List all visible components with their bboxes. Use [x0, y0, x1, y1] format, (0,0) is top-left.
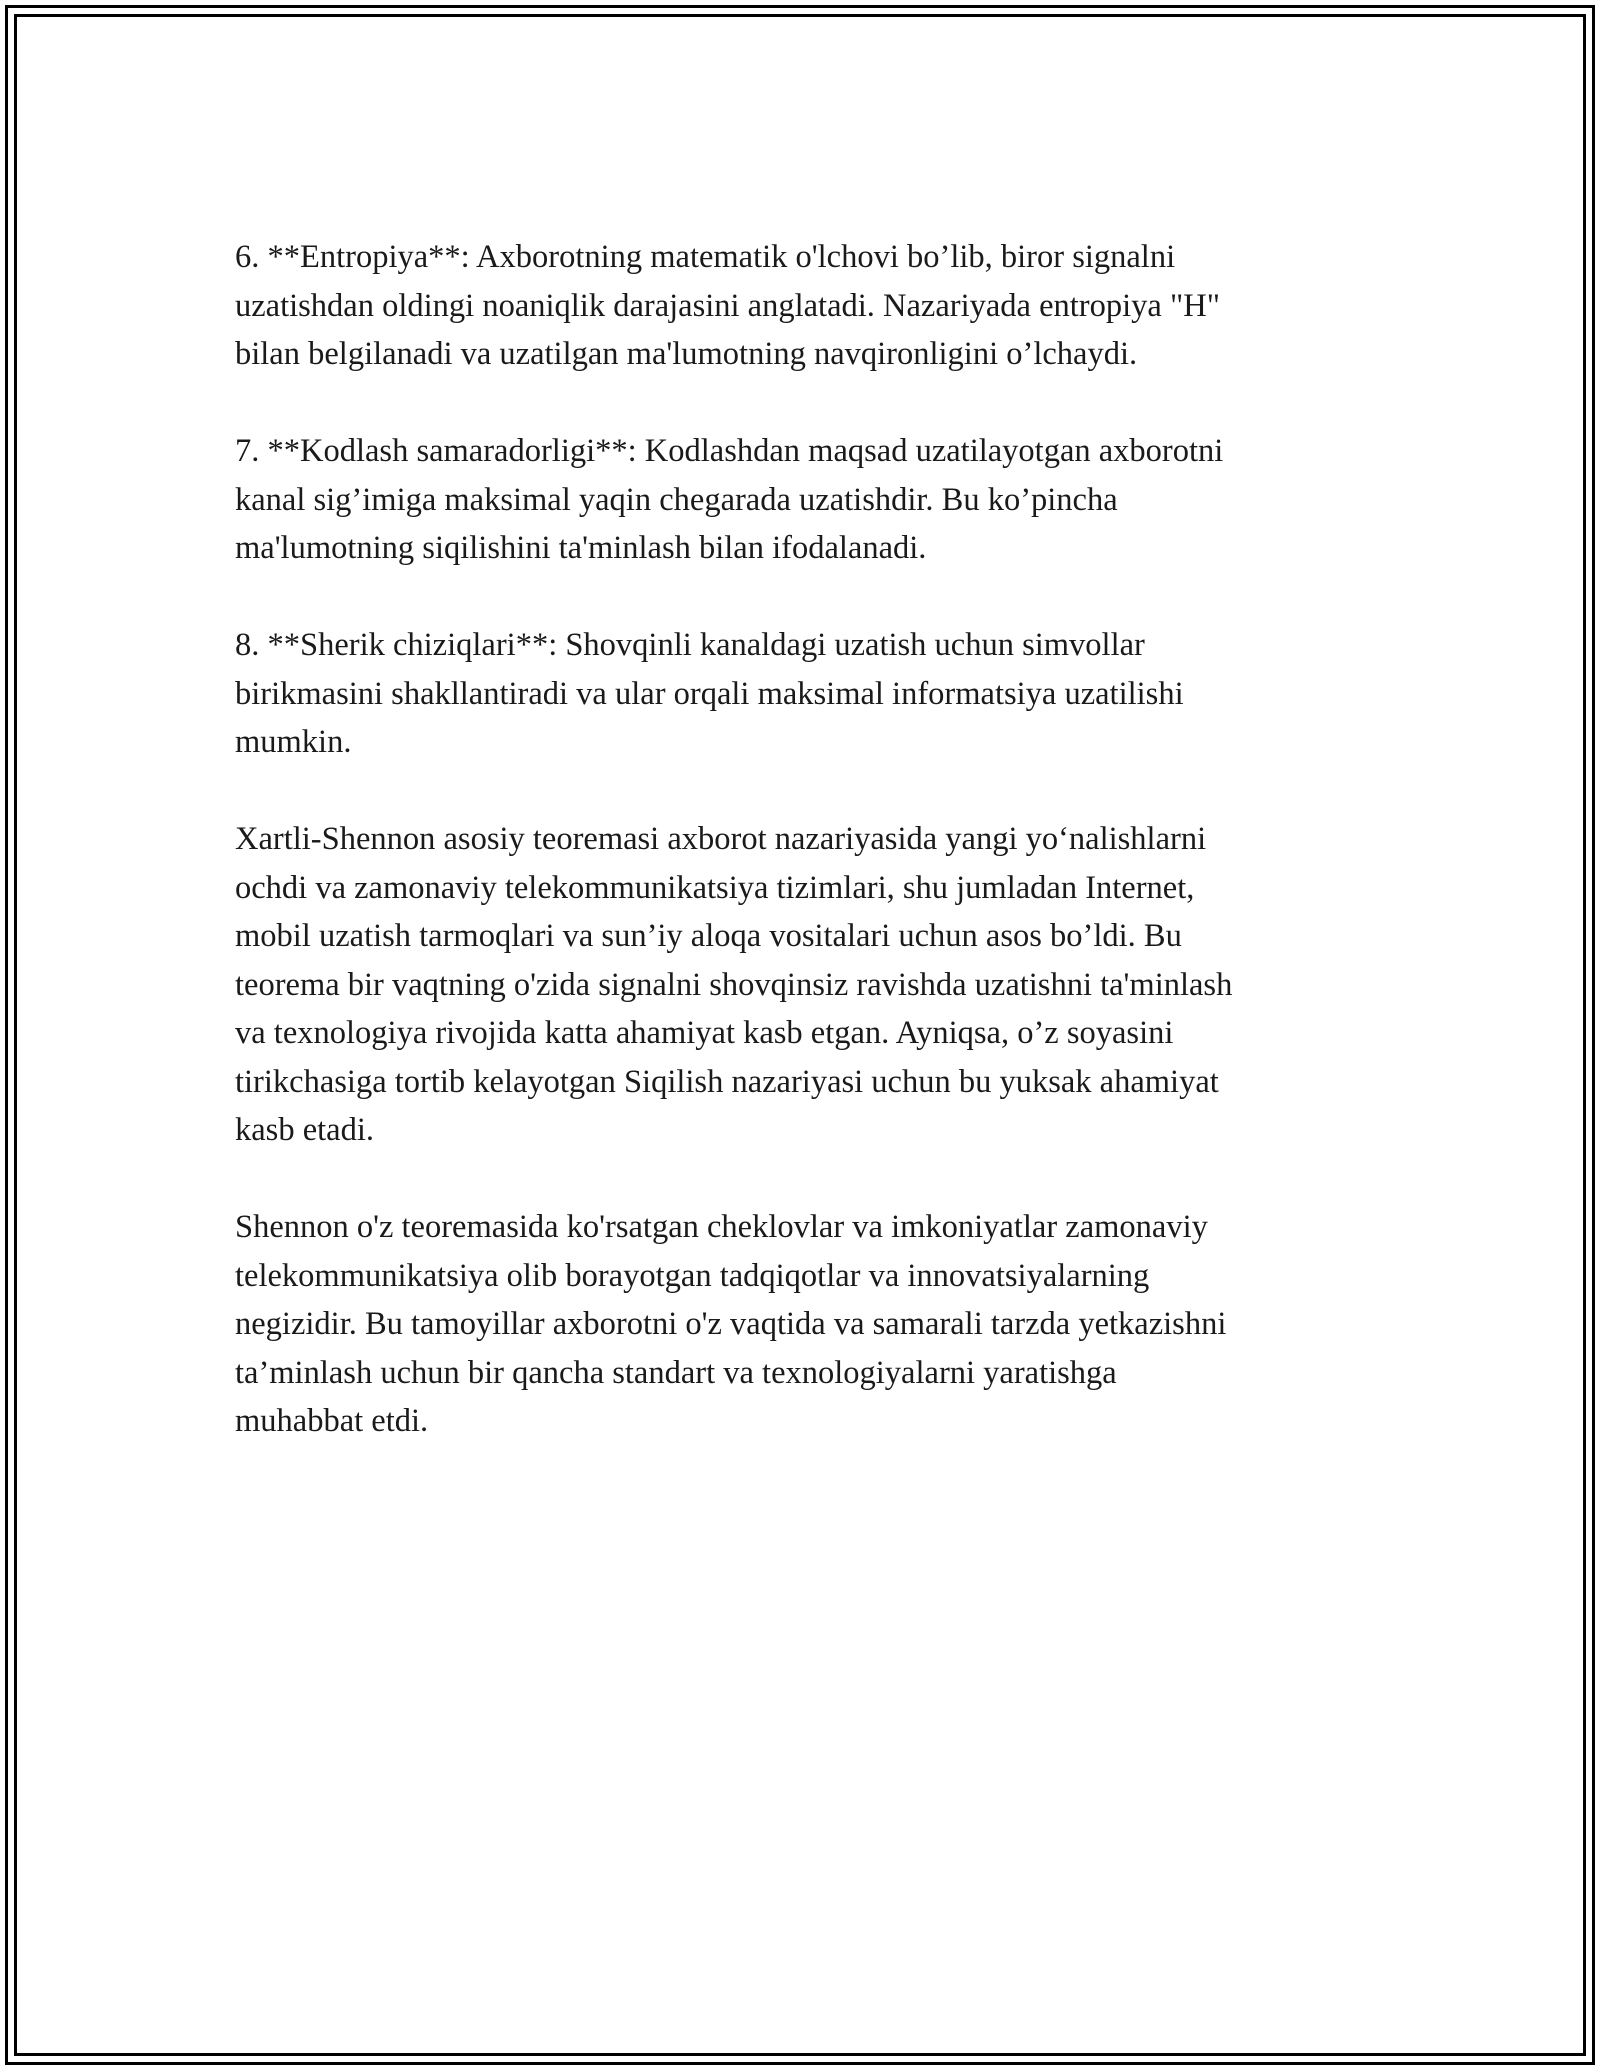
text-line: muhabbat etdi.	[235, 1403, 429, 1439]
paragraph-sherik-chiziqlari	[235, 621, 1375, 767]
text-line: uzatishdan oldingi noaniqlik darajasini anglatadi. Nazariyada entropiya "H"	[235, 287, 1220, 324]
text-line: tirikchasiga tortib kelayotgan Siqilish nazariyasi uchun bu yuksak ahamiyat	[235, 1063, 1219, 1100]
text-line: 8. **Sherik chiziqlari**: Shovqinli kanaldagi uzatish uchun simvollar	[235, 627, 1145, 663]
text-line: ta’minlash uchun bir qancha standart va texnologiyalarni yaratishga	[235, 1354, 1117, 1391]
paragraph-kodlash-samaradorligi	[235, 427, 1375, 573]
text-line: mobil uzatish tarmoqlari va sun’iy aloqa vositalari uchun asos bo’ldi. Bu	[235, 918, 1182, 954]
text-line: telekommunikatsiya olib borayotgan tadqiqotlar va innovatsiyalarning	[235, 1257, 1150, 1294]
text-line: kasb etadi.	[235, 1112, 374, 1148]
text-line: Xartli-Shennon asosiy teoremasi axborot nazariyasida yangi yo‘nalishlarni	[235, 821, 1207, 857]
paragraph-entropiya	[235, 233, 1375, 379]
text-line: birikmasini shakllantiradi va ular orqali maksimal informatsiya uzatilishi	[235, 675, 1184, 712]
paragraph-xartli-shennon	[235, 815, 1375, 1155]
text-line: bilan belgilanadi va uzatilgan ma'lumotning navqironligini o’lchaydi.	[235, 336, 1138, 372]
text-line: negizidir. Bu tamoyillar axborotni o'z vaqtida va samarali tarzda yetkazishni	[235, 1306, 1227, 1342]
text-line: kanal sig’imiga maksimal yaqin chegarada uzatishdir. Bu ko’pincha	[235, 481, 1118, 518]
text-line: Shennon o'z teoremasida ko'rsatgan cheklovlar va imkoniyatlar zamonaviy	[235, 1209, 1208, 1245]
text-line: teorema bir vaqtning o'zida signalni shovqinsiz ravishda uzatishni ta'minlash	[235, 966, 1233, 1003]
text-line: 6. **Entropiya**: Axborotning matematik o'lchovi bo’lib, biror signalni	[235, 239, 1176, 275]
text-line: 7. **Kodlash samaradorligi**: Kodlashdan maqsad uzatilayotgan axborotni	[235, 433, 1224, 469]
document-body	[235, 233, 1375, 1494]
text-line: ochdi va zamonaviy telekommunikatsiya tizimlari, shu jumladan Internet,	[235, 869, 1195, 906]
text-line: ma'lumotning siqilishini ta'minlash bilan ifodalanadi.	[235, 530, 927, 566]
text-line: va texnologiya rivojida katta ahamiyat kasb etgan. Ayniqsa, o’z soyasini	[235, 1015, 1174, 1051]
paragraph-shennon-teoremasi	[235, 1203, 1375, 1446]
text-line: mumkin.	[235, 724, 352, 760]
